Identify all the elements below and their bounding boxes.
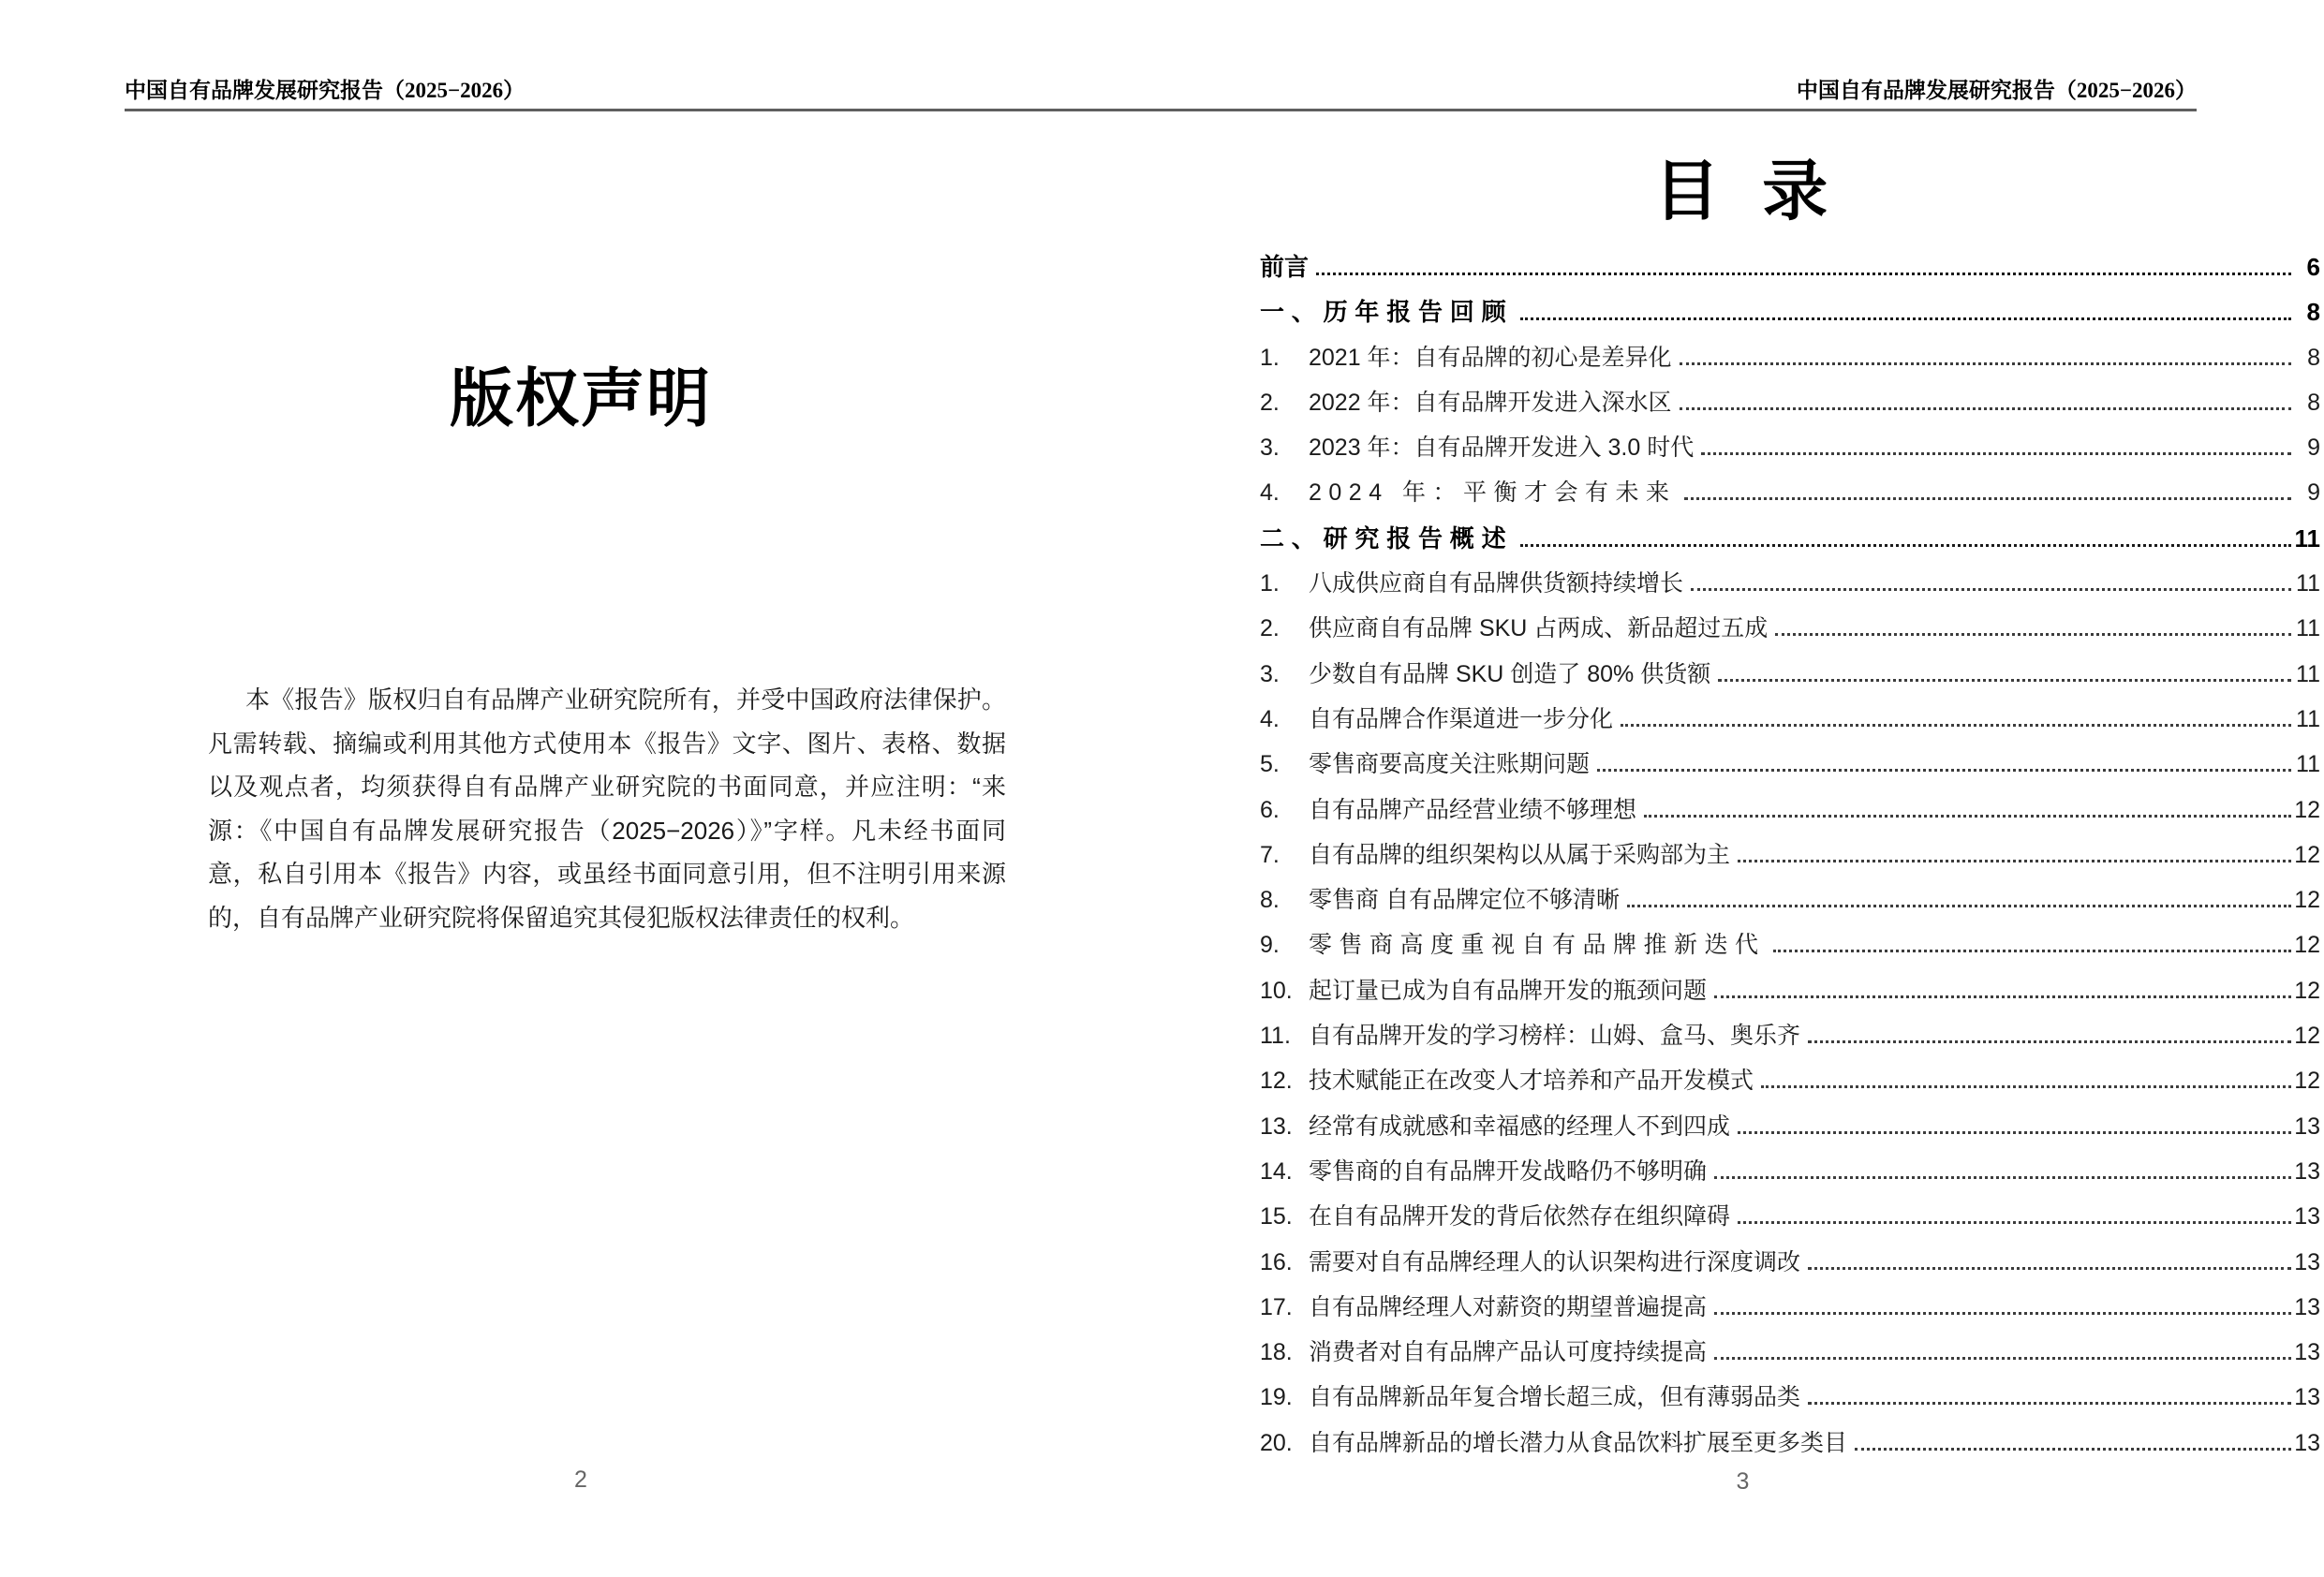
toc-entry-label: 零售商要高度关注账期问题: [1309, 751, 1591, 778]
toc-entry-page: 11: [2294, 523, 2320, 553]
toc-entry: [1260, 1058, 2320, 1103]
toc-dot-leader: [1316, 273, 2291, 275]
toc-dot-leader: [1691, 588, 2291, 591]
toc-entry-label: 自有品牌新品的增长潜力从食品饮料扩展至更多类目: [1309, 1429, 1848, 1456]
toc-entry-number: 7.: [1260, 841, 1280, 868]
toc-entry-page: 11: [2296, 615, 2320, 642]
toc-dot-leader: [1684, 497, 2291, 500]
toc-title: 目 录: [1653, 155, 1832, 228]
toc-entry-number: 13.: [1260, 1113, 1293, 1140]
toc-dot-leader: [1627, 905, 2291, 907]
toc-entry-label: 自有品牌的组织架构以从属于采购部为主: [1309, 841, 1731, 868]
page-number-left: 2: [574, 1466, 587, 1493]
toc-entry-page: 8: [2306, 298, 2320, 327]
toc-entry: [1260, 697, 2320, 742]
toc-entry: [1260, 561, 2320, 606]
toc-entry: [1260, 380, 2320, 425]
toc-entry-number: 18.: [1260, 1339, 1293, 1366]
toc-entry-number: 14.: [1260, 1157, 1293, 1185]
toc-entry: [1260, 470, 2320, 515]
toc-entry-label: 八成供应商自有品牌供货额持续增长: [1309, 570, 1684, 597]
toc-entry-number: 2.: [1260, 389, 1280, 416]
toc-entry-page: 6: [2306, 253, 2320, 281]
toc-dot-leader: [1761, 1085, 2291, 1088]
toc-dot-leader: [1644, 815, 2291, 818]
toc-dot-leader: [1701, 452, 2291, 455]
page-number-right: 3: [1736, 1468, 1750, 1495]
toc-entry-number: 10.: [1260, 977, 1293, 1004]
toc-dot-leader: [1808, 1402, 2291, 1405]
toc-entry: [1260, 833, 2320, 877]
toc-entry: [1260, 516, 2320, 561]
toc-entry-label: 一、历年报告回顾: [1260, 298, 1514, 327]
toc-dot-leader: [1680, 407, 2291, 410]
toc-dot-leader: [1808, 1040, 2291, 1043]
toc-entry: [1260, 1104, 2320, 1149]
toc-dot-leader: [1855, 1448, 2291, 1451]
toc-entry: [1260, 244, 2320, 289]
toc-entry: [1260, 1330, 2320, 1375]
toc-entry-label: 2023 年：自有品牌开发进入 3.0 时代: [1309, 435, 1695, 462]
toc-dot-leader: [1808, 1267, 2291, 1270]
toc-entry-number: 3.: [1260, 660, 1280, 687]
toc-entry-number: 2.: [1260, 615, 1280, 642]
toc-entry-number: 11.: [1260, 1023, 1291, 1050]
toc-entry-label: 技术赋能正在改变人才培养和产品开发模式: [1309, 1068, 1754, 1095]
toc-entry-label: 二、研究报告概述: [1260, 523, 1514, 553]
toc-dot-leader: [1738, 860, 2291, 862]
toc-entry-number: 4.: [1260, 705, 1280, 732]
toc-entry-label: 消费者对自有品牌产品认可度持续提高: [1309, 1339, 1708, 1366]
toc-entry-number: 17.: [1260, 1293, 1293, 1320]
toc-entry-page: 9: [2307, 479, 2320, 507]
toc-entry-number: 19.: [1260, 1384, 1293, 1411]
toc-entry-label: 零售商的自有品牌开发战略仍不够明确: [1309, 1157, 1708, 1185]
toc-entry: [1260, 289, 2320, 334]
toc-entry-page: 12: [2294, 932, 2320, 959]
toc-entry-page: 8: [2307, 344, 2320, 371]
toc-dot-leader: [1520, 317, 2291, 320]
header-rule: [125, 109, 2197, 111]
toc-list: [1260, 244, 2320, 1466]
toc-entry: [1260, 1421, 2320, 1466]
toc-entry-number: 6.: [1260, 796, 1280, 823]
toc-entry-label: 供应商自有品牌 SKU 占两成、新品超过五成: [1309, 615, 1769, 642]
toc-entry: [1260, 788, 2320, 833]
copyright-title: 版权声明: [449, 363, 712, 435]
toc-dot-leader: [1738, 1221, 2291, 1224]
toc-dot-leader: [1714, 1312, 2291, 1315]
toc-dot-leader: [1621, 724, 2291, 727]
toc-entry-label: 2021 年：自有品牌的初心是差异化: [1309, 344, 1672, 371]
toc-dot-leader: [1714, 1357, 2291, 1360]
toc-entry-label: 需要对自有品牌经理人的认识架构进行深度调改: [1309, 1248, 1801, 1275]
toc-entry-label: 前言: [1260, 253, 1310, 281]
toc-entry-page: 11: [2296, 570, 2320, 597]
toc-entry-page: 13: [2294, 1203, 2320, 1231]
toc-entry-page: 13: [2294, 1384, 2320, 1411]
toc-entry-page: 12: [2294, 887, 2320, 914]
toc-entry-page: 12: [2294, 977, 2320, 1004]
toc-entry-number: 15.: [1260, 1203, 1293, 1231]
toc-entry: [1260, 1285, 2320, 1330]
toc-entry: [1260, 425, 2320, 470]
toc-entry: [1260, 1240, 2320, 1285]
toc-dot-leader: [1738, 1131, 2291, 1134]
toc-entry: [1260, 742, 2320, 787]
toc-dot-leader: [1714, 995, 2291, 998]
toc-dot-leader: [1714, 1176, 2291, 1179]
toc-entry: [1260, 968, 2320, 1013]
toc-entry-label: 自有品牌经理人对薪资的期望普遍提高: [1309, 1293, 1708, 1320]
toc-entry-page: 13: [2294, 1157, 2320, 1185]
toc-entry-label: 经常有成就感和幸福感的经理人不到四成: [1309, 1113, 1731, 1140]
toc-entry-number: 5.: [1260, 751, 1280, 778]
toc-entry-page: 13: [2294, 1429, 2320, 1456]
toc-dot-leader: [1718, 679, 2291, 682]
toc-entry: [1260, 1194, 2320, 1239]
toc-entry-label: 起订量已成为自有品牌开发的瓶颈问题: [1309, 977, 1708, 1004]
toc-entry-number: 12.: [1260, 1068, 1293, 1095]
toc-entry-page: 11: [2296, 751, 2320, 778]
toc-entry-number: 3.: [1260, 435, 1280, 462]
toc-entry-label: 自有品牌开发的学习榜样：山姆、盒马、奥乐齐: [1309, 1023, 1801, 1050]
toc-entry-page: 11: [2296, 705, 2320, 732]
toc-entry: [1260, 652, 2320, 697]
toc-entry-page: 13: [2294, 1113, 2320, 1140]
toc-entry: [1260, 1013, 2320, 1058]
toc-entry-page: 9: [2307, 435, 2320, 462]
running-header-right: 中国自有品牌发展研究报告（2025−2026）: [1796, 79, 2197, 102]
toc-entry-label: 2024 年：平衡才会有未来: [1309, 479, 1677, 507]
toc-entry-number: 16.: [1260, 1248, 1293, 1275]
toc-entry-page: 12: [2294, 841, 2320, 868]
toc-entry-page: 8: [2307, 389, 2320, 416]
toc-entry-page: 13: [2294, 1248, 2320, 1275]
toc-dot-leader: [1775, 633, 2291, 636]
toc-entry: [1260, 1375, 2320, 1420]
toc-entry-page: 12: [2294, 1068, 2320, 1095]
toc-entry-number: 1.: [1260, 570, 1280, 597]
toc-entry-number: 9.: [1260, 932, 1280, 959]
toc-entry: [1260, 922, 2320, 967]
toc-entry-number: 8.: [1260, 887, 1280, 914]
toc-entry: [1260, 877, 2320, 922]
toc-entry: [1260, 606, 2320, 651]
running-header-left: 中国自有品牌发展研究报告（2025−2026）: [125, 79, 525, 102]
toc-entry-label: 自有品牌产品经营业绩不够理想: [1309, 796, 1637, 823]
toc-entry-page: 12: [2294, 796, 2320, 823]
toc-entry-label: 零售商高度重视自有品牌推新迭代: [1309, 932, 1766, 959]
toc-entry-page: 12: [2294, 1023, 2320, 1050]
toc-entry: [1260, 335, 2320, 380]
toc-entry-number: 1.: [1260, 344, 1280, 371]
toc-entry: [1260, 1149, 2320, 1194]
copyright-body-paragraph: 本《报告》版权归自有品牌产业研究院所有，并受中国政府法律保护。凡需转载、摘编或利用其他方式使用本《报告》文字、图片、表格、数据以及观点者，均须获得自有品牌产业研究院的书面同意，并应注明：“来源：《中国自有品牌发展研究报告（2025−2026）》”字样。凡未经书面同意，私自引用本《报告》内容，或虽经书面同意引用，但不注明引用来源的，自有品牌产业研究院将保留追究其侵犯版权法律责任的权利。: [208, 685, 1006, 932]
toc-dot-leader: [1520, 544, 2291, 547]
toc-entry-number: 4.: [1260, 479, 1280, 507]
toc-entry-page: 13: [2294, 1293, 2320, 1320]
toc-entry-label: 在自有品牌开发的背后依然存在组织障碍: [1309, 1203, 1731, 1231]
toc-entry-label: 自有品牌合作渠道进一步分化: [1309, 705, 1614, 732]
toc-entry-page: 11: [2296, 660, 2320, 687]
toc-dot-leader: [1773, 950, 2291, 952]
toc-entry-number: 20.: [1260, 1429, 1293, 1456]
toc-entry-label: 自有品牌新品年复合增长超三成，但有薄弱品类: [1309, 1384, 1801, 1411]
toc-entry-page: 13: [2294, 1339, 2320, 1366]
toc-dot-leader: [1597, 769, 2291, 772]
toc-dot-leader: [1680, 362, 2291, 365]
toc-entry-label: 少数自有品牌 SKU 创造了 80% 供货额: [1309, 660, 1711, 687]
toc-entry-label: 2022 年：自有品牌开发进入深水区: [1309, 389, 1672, 416]
toc-entry-label: 零售商 自有品牌定位不够清晰: [1309, 887, 1620, 914]
